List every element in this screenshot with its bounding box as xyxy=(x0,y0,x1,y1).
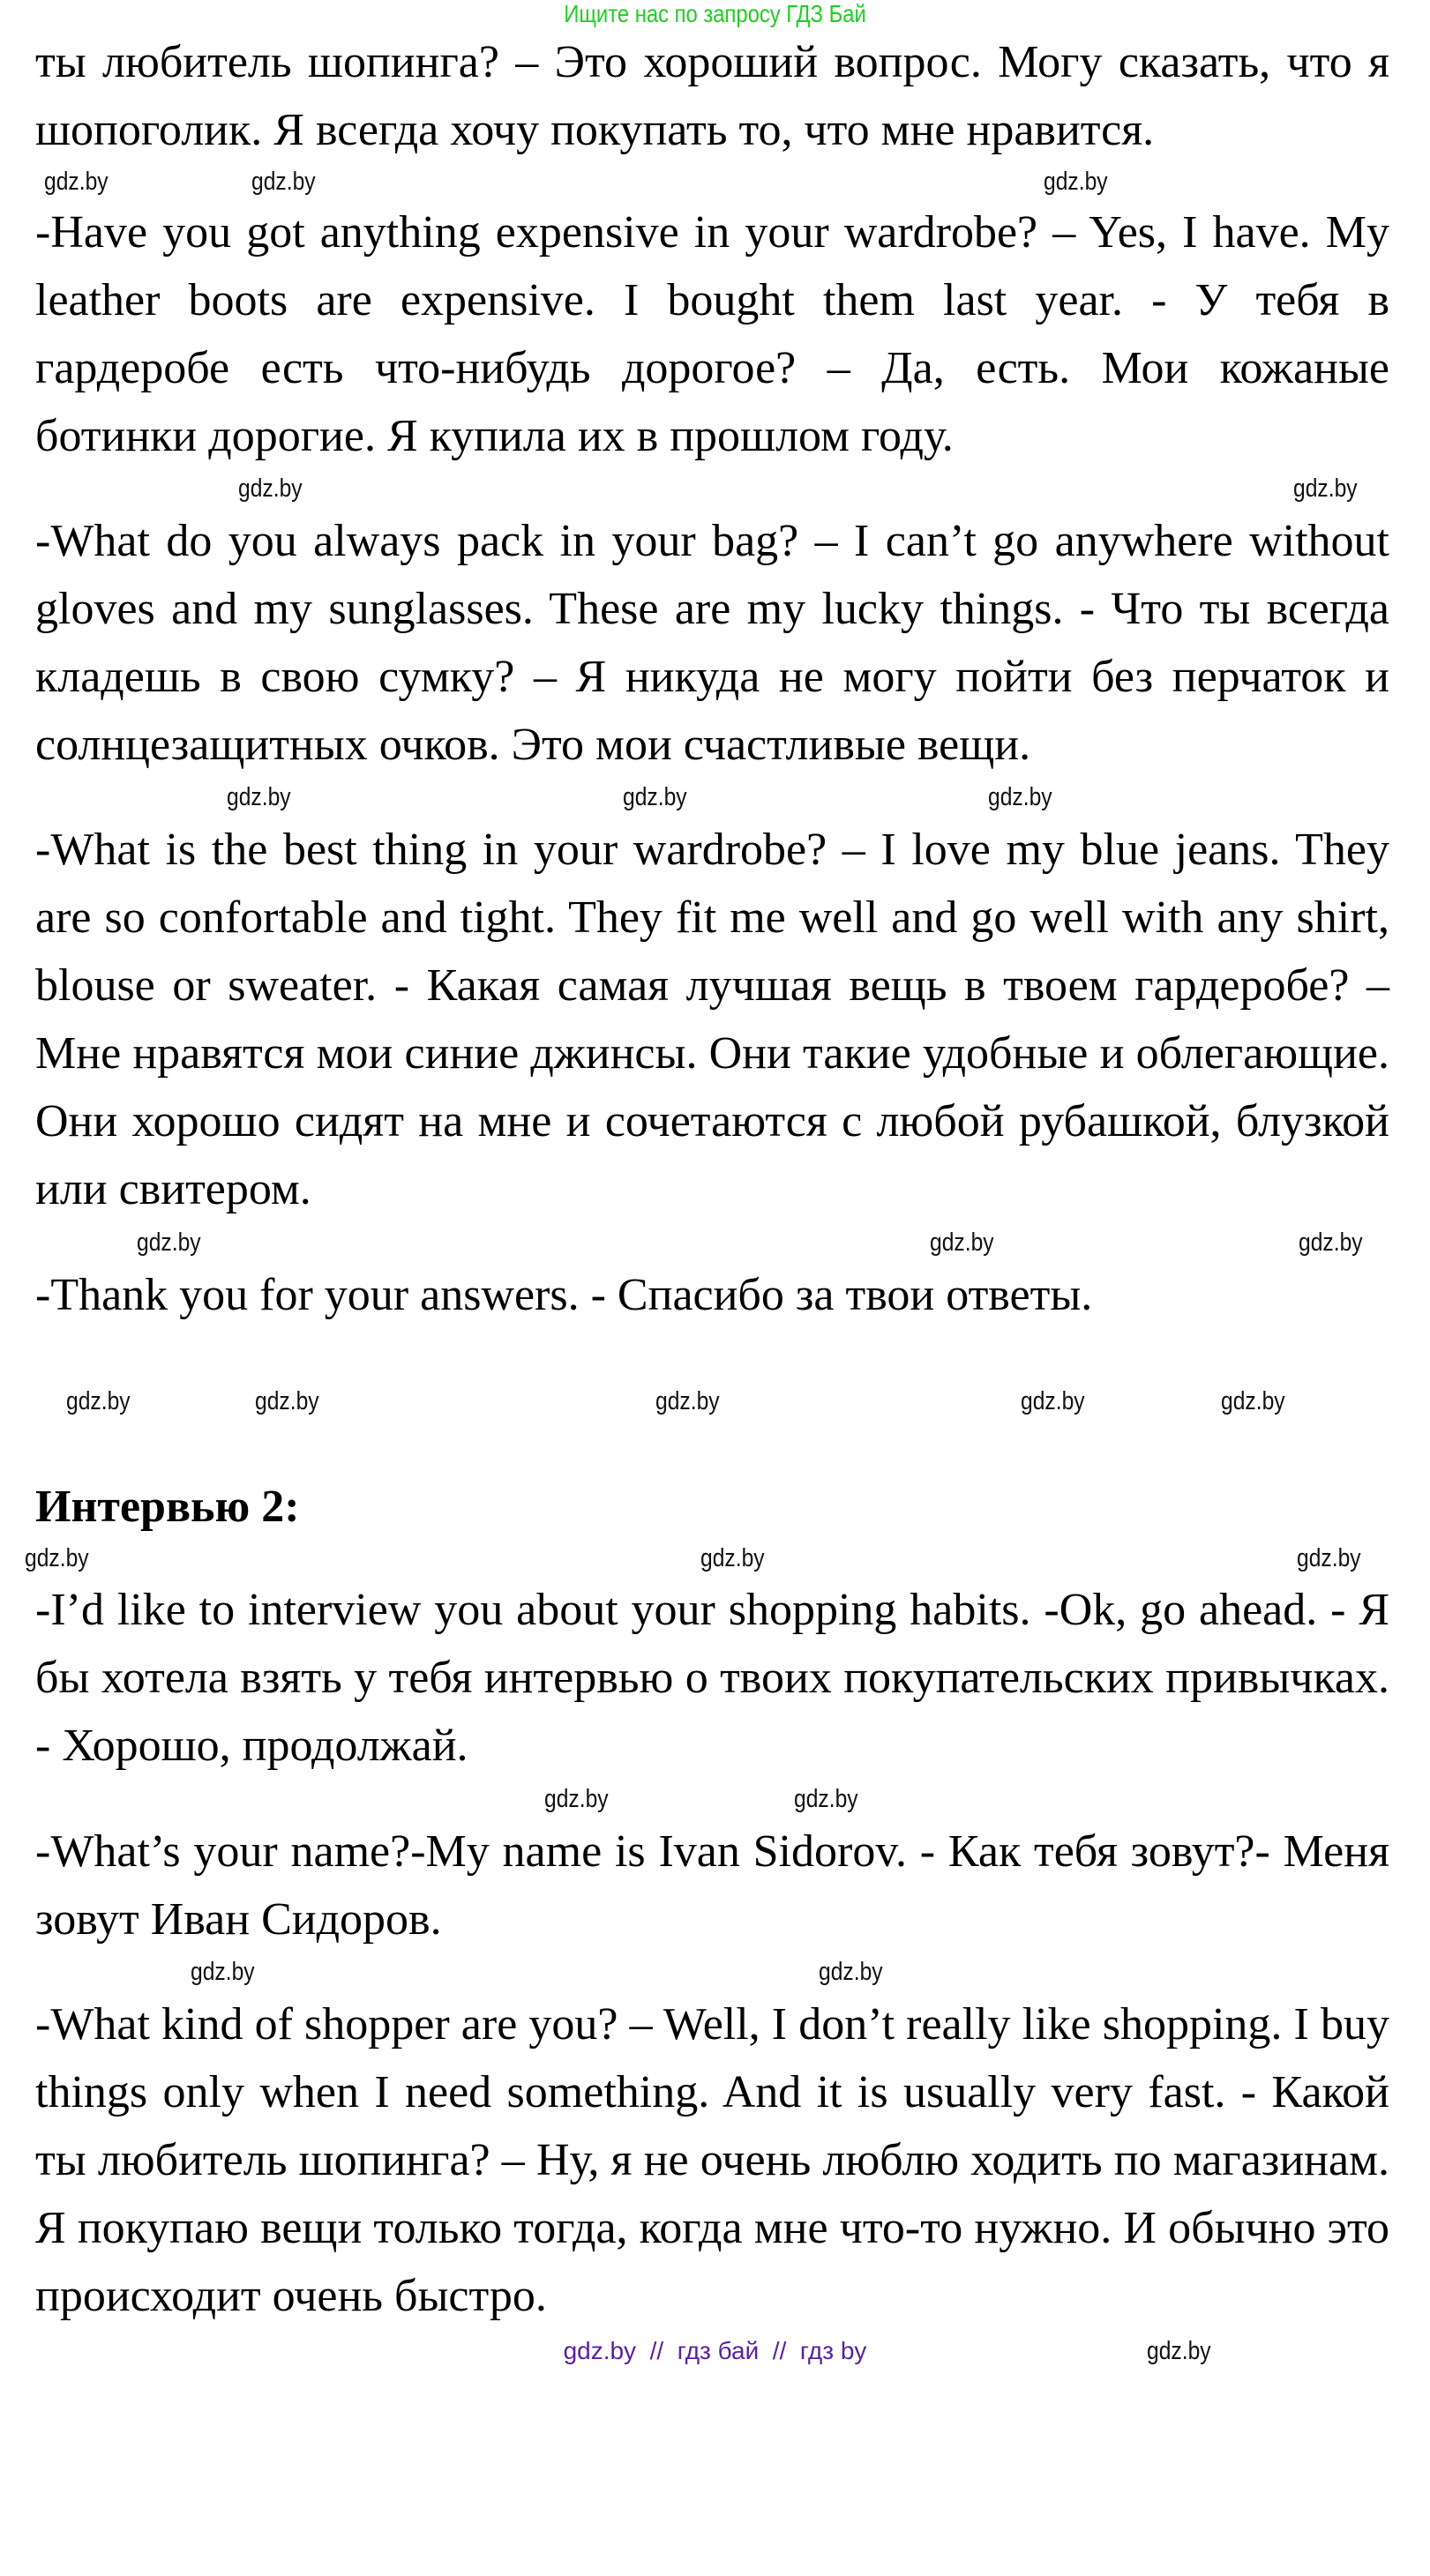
paragraph-5: -Thank you for your answers. - Спасибо за твои ответы. xyxy=(35,1270,1093,1320)
watermark: gdz.by xyxy=(1221,1386,1285,1415)
watermark-row xyxy=(0,1953,1430,1990)
watermark: gdz.by xyxy=(700,1544,765,1572)
watermark: gdz.by xyxy=(255,1386,319,1415)
site-banner xyxy=(0,0,1430,28)
watermark: gdz.by xyxy=(1293,474,1358,503)
watermark-row xyxy=(0,1780,1430,1818)
paragraph-3: -What do you always pack in your bag? – I can’t go anywhere without gloves and my sunglasses. These are my lucky things. - Что ты всегда кладешь в свою сумку? – Я никуда не могу пойти без перчаток и солнцезащитных очков. Это мои счастливые вещи. xyxy=(35,516,1389,770)
watermark: gdz.by xyxy=(238,474,303,503)
watermark: gdz.by xyxy=(1299,1228,1363,1257)
watermark: gdz.by xyxy=(819,1958,883,1986)
watermark-row xyxy=(0,1223,1430,1261)
watermark: gdz.by xyxy=(251,167,316,196)
watermark: gdz.by xyxy=(930,1228,994,1257)
watermark-row xyxy=(0,1541,1430,1576)
watermark: gdz.by xyxy=(66,1386,131,1415)
watermark: gdz.by xyxy=(544,1784,609,1813)
watermark: gdz.by xyxy=(1147,2337,1211,2365)
watermark-row xyxy=(0,470,1430,507)
watermark: gdz.by xyxy=(794,1784,858,1813)
watermark: gdz.by xyxy=(25,1544,89,1572)
section-heading: Интервью 2: xyxy=(35,1482,300,1532)
watermark-row xyxy=(0,1329,1430,1473)
watermark-row xyxy=(0,779,1430,816)
watermark: gdz.by xyxy=(227,783,291,811)
watermark: gdz.by xyxy=(1297,1544,1361,1572)
footer-row xyxy=(0,2330,1430,2372)
watermark-row xyxy=(0,164,1430,198)
watermark: gdz.by xyxy=(1044,167,1108,196)
site-footer: gdz.by // гдз бай // гдз by xyxy=(563,2337,867,2364)
paragraph-1: ты любитель шопинга? – Это хороший вопрос. Могу сказать, что я шопоголик. Я всегда хочу покупать то, что мне нравится. xyxy=(35,37,1389,155)
paragraph-4: -What is the best thing in your wardrobe? – I love my blue jeans. They are so confortable and tight. They fit me well and go well with any shirt, blouse or sweater. - Какая самая лучшая вещь в твоем гардеробе? – Мне нравятся мои синие джинсы. Они такие удобные и облегающие. Они хорошо сидят на мне и сочетаются с любой рубашкой, блузкой или свитером. xyxy=(35,825,1389,1214)
watermark: gdz.by xyxy=(655,1386,720,1415)
site-banner-text: Ищите нас по запросу ГДЗ Бай xyxy=(564,0,866,27)
watermark: gdz.by xyxy=(988,783,1052,811)
paragraph-7: -What’s your name?-My name is Ivan Sidorov. - Как тебя зовут?- Меня зовут Иван Сидоров. xyxy=(35,1826,1389,1945)
watermark: gdz.by xyxy=(191,1958,255,1986)
paragraph-8: -What kind of shopper are you? – Well, I don’t really like shopping. I buy things only when I need something. And it is usually very fast. - Какой ты любитель шопинга? – Ну, я не очень люблю ходить по магазинам. Я покупаю вещи только тогда, когда мне что-то нужно. И обычно это происходит очень быстро. xyxy=(35,1999,1389,2321)
watermark: gdz.by xyxy=(1021,1386,1085,1415)
paragraph-6: -I’d like to interview you about your shopping habits. -Ok, go ahead. - Я бы хотела взять у тебя интервью о твоих покупательских привычках. - Хорошо, продолжай. xyxy=(35,1585,1389,1771)
watermark: gdz.by xyxy=(137,1228,201,1257)
paragraph-2: -Have you got anything expensive in your wardrobe? – Yes, I have. My leather boots are expensive. I bought them last year. - У тебя в гардеробе есть что-нибудь дорогое? – Да, есть. Мои кожаные ботинки дорогие. Я купила их в прошлом году. xyxy=(35,207,1389,461)
watermark: gdz.by xyxy=(44,167,109,196)
watermark: gdz.by xyxy=(623,783,687,811)
